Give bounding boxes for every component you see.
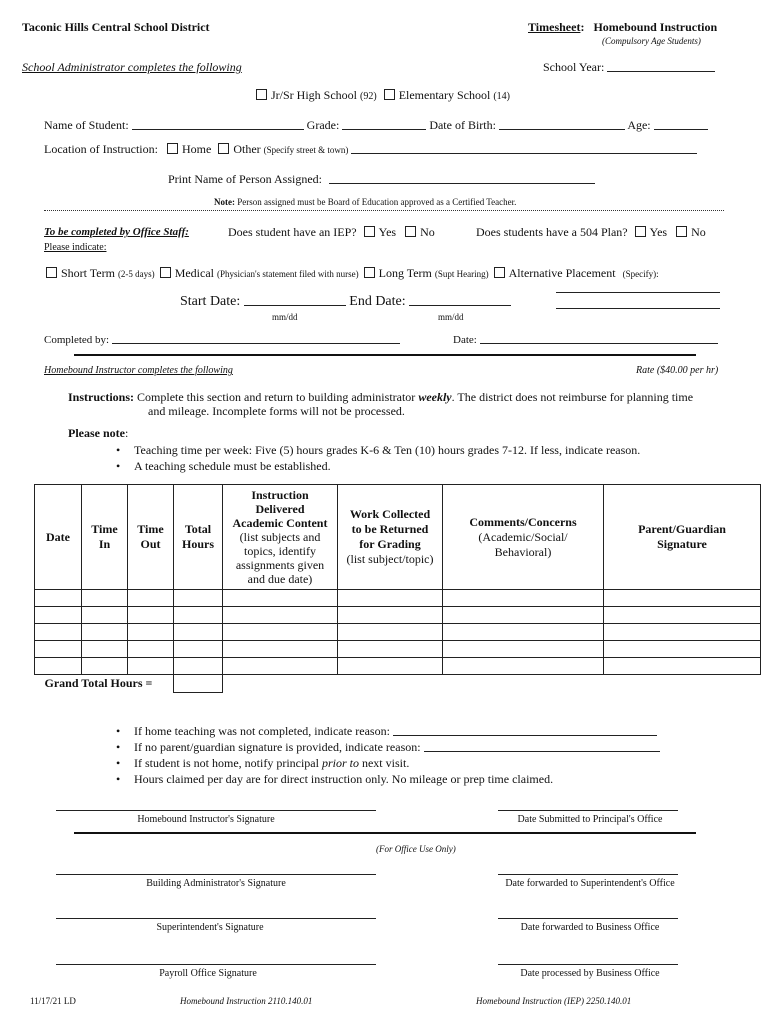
note-not-completed: • If home teaching was not completed, indicate reason: bbox=[116, 724, 657, 739]
note-item-1: • Teaching time per week: Five (5) hours grades K-6 & Ten (10) hours grades 7-12. If less, indicate reason. bbox=[116, 443, 641, 457]
iep-question: Does student have an IEP? Yes No bbox=[228, 225, 435, 239]
instructions: Instructions: Complete this section and return to building administrator weekly. The district does not reimburse for planning time bbox=[68, 390, 694, 404]
end-mmdd: mm/dd bbox=[438, 312, 464, 322]
policy-ref-2: Homebound Instruction (IEP) 2250.140.01 bbox=[476, 996, 632, 1006]
form-title: Timesheet: Homebound Instruction bbox=[528, 20, 718, 34]
long-term-checkbox[interactable] bbox=[364, 267, 375, 278]
date-business-line[interactable] bbox=[498, 918, 678, 919]
school-year-field[interactable] bbox=[607, 71, 715, 72]
table-row bbox=[35, 607, 761, 624]
admin-heading: School Administrator completes the following bbox=[22, 60, 242, 74]
table-row bbox=[35, 641, 761, 658]
term-row: Short Term (2-5 days) Medical (Physician's statement filed with nurse) Long Term (Supt Hearing) Alternative Placement (Specify): bbox=[46, 266, 659, 281]
office-heading: To be completed by Office Staff: bbox=[44, 226, 189, 238]
note-not-home: • If student is not home, notify principal prior to next visit. bbox=[116, 756, 410, 770]
school-year: School Year: bbox=[543, 60, 715, 75]
date-processed-caption: Date processed by Business Office bbox=[520, 968, 660, 979]
date-supt-caption: Date forwarded to Superintendent's Office bbox=[505, 878, 675, 889]
date-business-caption: Date forwarded to Business Office bbox=[520, 922, 660, 933]
instructor-signature-caption: Homebound Instructor's Signature bbox=[137, 814, 275, 825]
grand-total-row bbox=[35, 675, 761, 693]
medical-checkbox[interactable] bbox=[160, 267, 171, 278]
date-principal-line[interactable] bbox=[498, 810, 678, 811]
other-location-field[interactable] bbox=[351, 153, 697, 154]
col-time-in: Time In bbox=[82, 485, 128, 590]
other-checkbox[interactable] bbox=[218, 143, 229, 154]
date-principal-caption: Date Submitted to Principal's Office bbox=[517, 814, 663, 825]
thick-divider-1 bbox=[74, 354, 696, 356]
col-time-out: Time Out bbox=[128, 485, 174, 590]
table-row bbox=[35, 590, 761, 607]
col-parent-signature: Parent/Guardian Signature bbox=[604, 485, 761, 590]
dob-field[interactable] bbox=[499, 129, 625, 130]
please-note: Please note: bbox=[68, 426, 129, 440]
homebound-title: Homebound Instruction bbox=[593, 20, 718, 34]
col-work-collected: Work Collected to be Returned for Grading (list subject/topic) bbox=[338, 485, 443, 590]
jrsr-checkbox[interactable] bbox=[256, 89, 267, 100]
age-field[interactable] bbox=[654, 129, 708, 130]
plan504-yes-checkbox[interactable] bbox=[635, 226, 646, 237]
instructor-signature-line[interactable] bbox=[56, 810, 376, 811]
note-item-2: • A teaching schedule must be established. bbox=[116, 459, 331, 473]
supt-signature-caption: Superintendent's Signature bbox=[156, 922, 264, 933]
policy-ref-1: Homebound Instruction 2110.140.01 bbox=[180, 996, 313, 1006]
short-term-checkbox[interactable] bbox=[46, 267, 57, 278]
timesheet-label: Timesheet bbox=[528, 20, 581, 34]
grade-field[interactable] bbox=[342, 129, 426, 130]
supt-signature-line[interactable] bbox=[56, 918, 376, 919]
home-checkbox[interactable] bbox=[167, 143, 178, 154]
elementary-checkbox[interactable] bbox=[384, 89, 395, 100]
grand-total-label: Grand Total Hours = bbox=[35, 675, 174, 693]
grand-total-cell[interactable] bbox=[174, 675, 223, 693]
table-header-row bbox=[35, 485, 761, 590]
dates-row: Start Date: End Date: bbox=[180, 294, 511, 310]
col-comments: Comments/Concerns (Academic/Social/ Behavioral) bbox=[443, 485, 604, 590]
date-supt-line[interactable] bbox=[498, 874, 678, 875]
admin-signature-line[interactable] bbox=[56, 874, 376, 875]
student-info-row: Name of Student: Grade: Date of Birth: Age: bbox=[44, 118, 708, 133]
note-hours-claimed: • Hours claimed per day are for direct instruction only. No mileage or prep time claimed. bbox=[116, 772, 554, 786]
alt-specify-line-1[interactable] bbox=[556, 292, 720, 293]
note-no-signature: • If no parent/guardian signature is provided, indicate reason: bbox=[116, 740, 660, 755]
table-row bbox=[35, 624, 761, 641]
rate: Rate ($40.00 per hr) bbox=[636, 365, 719, 376]
col-date: Date bbox=[35, 485, 82, 590]
school-choice: Jr/Sr High School (92) Elementary School (14) bbox=[256, 88, 510, 103]
alt-placement-checkbox[interactable] bbox=[494, 267, 505, 278]
date-processed-line[interactable] bbox=[498, 964, 678, 965]
iep-yes-checkbox[interactable] bbox=[364, 226, 375, 237]
completed-by-row: Completed by: bbox=[44, 334, 400, 346]
payroll-signature-caption: Payroll Office Signature bbox=[159, 968, 257, 979]
completed-date-field[interactable] bbox=[480, 343, 718, 344]
alt-specify-line-2[interactable] bbox=[556, 308, 720, 309]
start-mmdd: mm/dd bbox=[272, 312, 298, 322]
certified-note: Note: Person assigned must be Board of Education approved as a Certified Teacher. bbox=[214, 197, 517, 207]
district-name: Taconic Hills Central School District bbox=[22, 20, 210, 34]
col-instruction: Instruction Delivered Academic Content (list subjects and topics, identify assignments given and due date) bbox=[223, 485, 338, 590]
plan504-question: Does students have a 504 Plan? Yes No bbox=[476, 225, 706, 239]
person-assigned-row: Print Name of Person Assigned: bbox=[168, 172, 595, 187]
student-name-field[interactable] bbox=[132, 129, 304, 130]
instructor-heading: Homebound Instructor completes the following bbox=[44, 365, 233, 376]
person-assigned-field[interactable] bbox=[329, 183, 595, 184]
schedule-table bbox=[34, 484, 761, 693]
completed-by-field[interactable] bbox=[112, 343, 400, 344]
compulsory-note: (Compulsory Age Students) bbox=[602, 36, 701, 46]
payroll-signature-line[interactable] bbox=[56, 964, 376, 965]
form-code: 11/17/21 LD bbox=[30, 996, 76, 1006]
thick-divider-2 bbox=[74, 832, 696, 834]
section-divider bbox=[44, 210, 724, 211]
admin-signature-caption: Building Administrator's Signature bbox=[146, 878, 286, 889]
iep-no-checkbox[interactable] bbox=[405, 226, 416, 237]
office-use-only: (For Office Use Only) bbox=[376, 844, 456, 854]
location-row: Location of Instruction: Home Other (Specify street & town) bbox=[44, 142, 697, 157]
table-row bbox=[35, 658, 761, 675]
not-completed-field[interactable] bbox=[393, 735, 657, 736]
completed-date-row: Date: bbox=[453, 334, 718, 346]
plan504-no-checkbox[interactable] bbox=[676, 226, 687, 237]
instructions-cont: and mileage. Incomplete forms will not be processed. bbox=[148, 404, 405, 418]
col-total-hours: Total Hours bbox=[174, 485, 223, 590]
no-signature-field[interactable] bbox=[424, 751, 660, 752]
end-date-field[interactable] bbox=[409, 305, 511, 306]
start-date-field[interactable] bbox=[244, 305, 346, 306]
please-indicate: Please indicate: bbox=[44, 242, 107, 253]
